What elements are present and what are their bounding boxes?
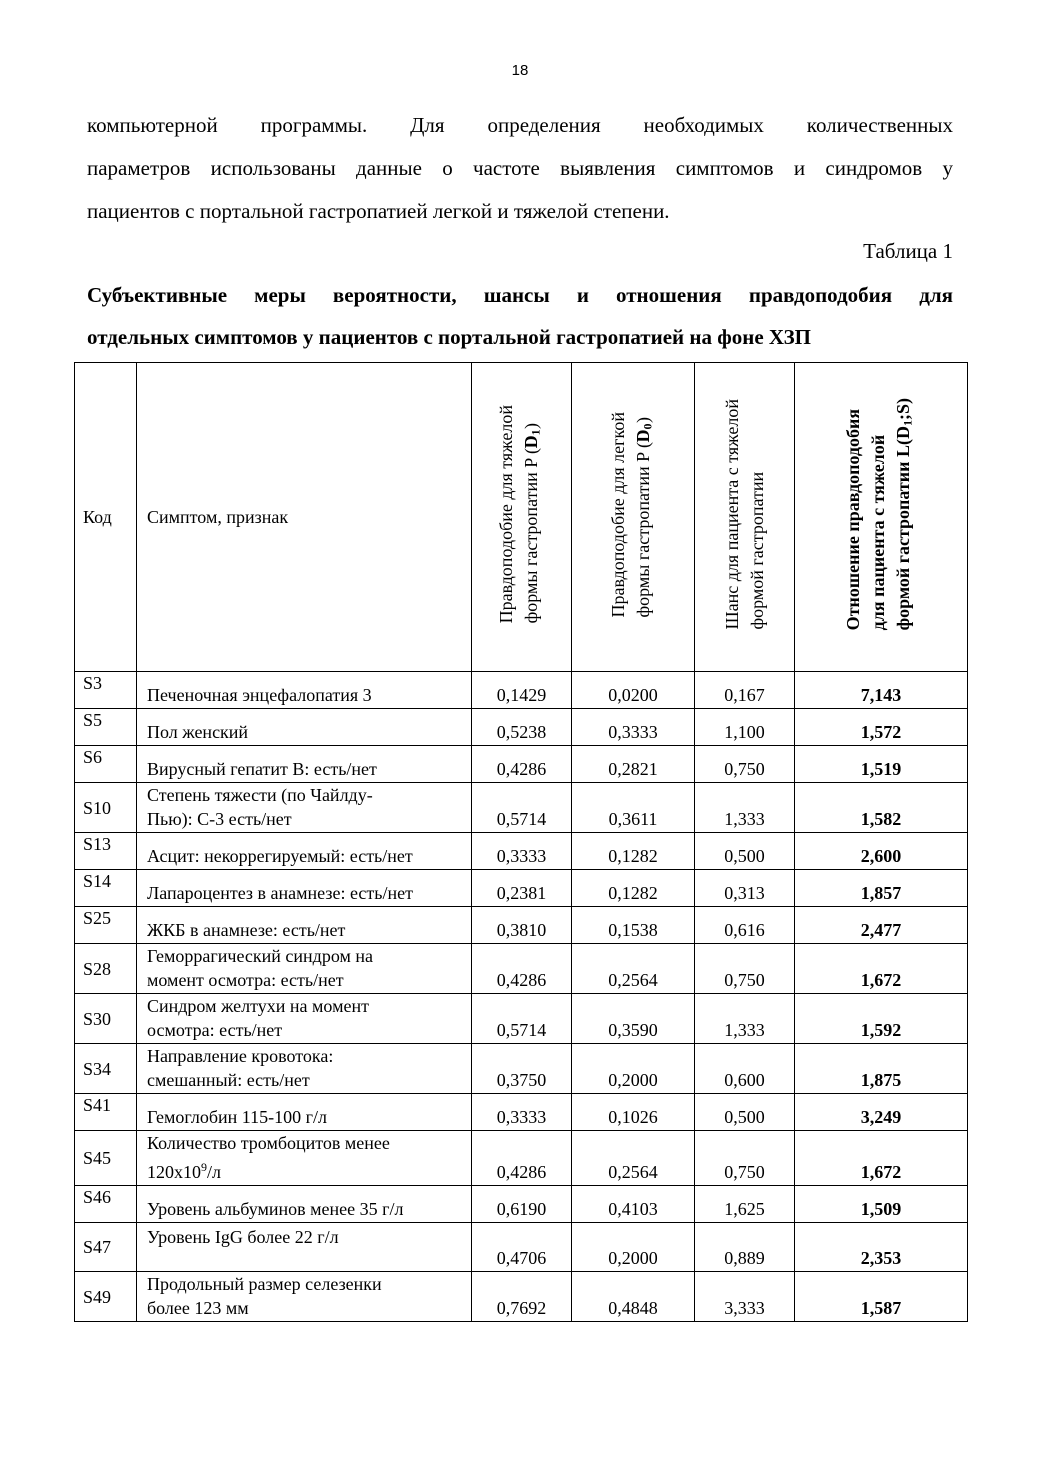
row-p-d0: 0,1282 (572, 833, 695, 870)
row-symptom: Уровень альбуминов менее 35 г/л (137, 1186, 472, 1223)
header-chance (695, 363, 795, 672)
row-code: S34 (75, 1044, 137, 1094)
paragraph-line-2: параметров использованы данные о частоте выявления симптомов и синдромов у (87, 156, 953, 180)
row-chance: 0,616 (695, 907, 795, 944)
row-likelihood-ratio: 3,249 (795, 1094, 968, 1131)
table-row (75, 746, 968, 783)
row-p-d1: 0,5714 (472, 783, 572, 833)
row-p-d0: 0,2000 (572, 1223, 695, 1272)
table-label: Таблица 1 (863, 239, 953, 263)
table-row (75, 1094, 968, 1131)
header-p-d0-line1: Правдоподобие для легкой (607, 411, 628, 618)
row-symptom-line1: Геморрагический синдром на (147, 946, 373, 966)
header-lr-line2: для пациента с тяжелой (868, 435, 889, 631)
row-symptom-line2: Пью): С-3 есть/нет (147, 809, 292, 829)
row-p-d0: 0,4848 (572, 1272, 695, 1322)
row-symptom-line1: Продольный размер селезенки (147, 1274, 382, 1294)
table-header-row (75, 363, 968, 672)
row-p-d1: 0,3333 (472, 833, 572, 870)
row-likelihood-ratio: 1,519 (795, 746, 968, 783)
row-chance: 0,750 (695, 746, 795, 783)
row-code: S45 (75, 1131, 137, 1186)
row-symptom-line1: Направление кровотока: (147, 1046, 334, 1066)
row-p-d1: 0,5238 (472, 709, 572, 746)
header-lr-end: ;S) (893, 398, 914, 421)
row-code: S5 (75, 709, 137, 746)
row-chance: 0,750 (695, 944, 795, 994)
row-likelihood-ratio: 2,353 (795, 1223, 968, 1272)
row-symptom: Лапароцентез в анамнезе: есть/нет (137, 870, 472, 907)
table-title-line-2: отдельных симптомов у пациентов с портальной гастропатией на фоне ХЗП (87, 325, 811, 349)
row-symptom (137, 1044, 472, 1094)
row-symptom: Асцит: некоррегируемый: есть/нет (137, 833, 472, 870)
row-code: S13 (75, 833, 137, 870)
row-chance: 1,625 (695, 1186, 795, 1223)
row-p-d1: 0,4286 (472, 1131, 572, 1186)
row-p-d0: 0,3611 (572, 783, 695, 833)
header-p-d1-sub: 1 (528, 429, 543, 436)
row-code: S41 (75, 1094, 137, 1131)
paragraph-line-3: пациентов с портальной гастропатией легкой и тяжелой степени. (87, 199, 670, 223)
header-lr-sub: 1 (900, 420, 915, 427)
row-code: S10 (75, 783, 137, 833)
row-symptom (137, 783, 472, 833)
header-likelihood-ratio (795, 363, 968, 672)
table-row (75, 994, 968, 1044)
header-lr-line1: Отношение правдоподобия (843, 409, 864, 631)
row-symptom (137, 944, 472, 994)
row-symptom: Печеночная энцефалопатия 3 (137, 672, 472, 709)
row-code: S49 (75, 1272, 137, 1322)
header-p-d1-line2: формы гастропатии P ( (521, 448, 542, 624)
row-p-d1: 0,6190 (472, 1186, 572, 1223)
row-symptom (137, 1131, 472, 1186)
row-p-d0: 0,2564 (572, 1131, 695, 1186)
row-chance: 0,889 (695, 1223, 795, 1272)
header-p-d1: Правдоподобие для тяжелой формы гастропатии P $(D_1)$ (472, 363, 572, 672)
row-chance: 0,600 (695, 1044, 795, 1094)
row-chance: 1,100 (695, 709, 795, 746)
table-row (75, 944, 968, 994)
row-code: S25 (75, 907, 137, 944)
row-p-d1: 0,4706 (472, 1223, 572, 1272)
row-code: S3 (75, 672, 137, 709)
header-p-d0: Правдоподобие для легкой формы гастропатии P $(D_0)$ (572, 363, 695, 672)
header-lr-line3: формой гастропатии L(D (893, 426, 914, 631)
row-p-d0: 0,4103 (572, 1186, 695, 1223)
row-likelihood-ratio: 2,600 (795, 833, 968, 870)
header-p-d0-sub: 0 (640, 422, 655, 429)
row-p-d0: 0,2821 (572, 746, 695, 783)
row-likelihood-ratio: 1,672 (795, 1131, 968, 1186)
row-chance: 0,750 (695, 1131, 795, 1186)
row-symptom: Вирусный гепатит В: есть/нет (137, 746, 472, 783)
row-symptom-line1: Синдром желтухи на момент (147, 996, 369, 1016)
row-p-d1: 0,3333 (472, 1094, 572, 1131)
row-chance: 0,313 (695, 870, 795, 907)
row-likelihood-ratio: 7,143 (795, 672, 968, 709)
row-p-d1: 0,5714 (472, 994, 572, 1044)
paragraph-line-1: компьютерной программы. Для определения необходимых количественных (87, 113, 953, 137)
table-row (75, 833, 968, 870)
table-row (75, 907, 968, 944)
row-p-d0: 0,3590 (572, 994, 695, 1044)
header-p-d1-var: D (521, 435, 542, 449)
row-symptom (137, 994, 472, 1044)
row-p-d0: 0,2000 (572, 1044, 695, 1094)
row-p-d1: 0,7692 (472, 1272, 572, 1322)
row-p-d0: 0,1538 (572, 907, 695, 944)
header-p-d0-line2: формы гастропатии P ( (632, 441, 653, 618)
table-row (75, 672, 968, 709)
row-likelihood-ratio: 1,509 (795, 1186, 968, 1223)
row-symptom-line1: Количество тромбоцитов менее (147, 1133, 390, 1153)
row-code: S28 (75, 944, 137, 994)
header-chance-line2: формой гастропатии (746, 472, 767, 630)
row-chance: 0,500 (695, 833, 795, 870)
row-chance: 0,167 (695, 672, 795, 709)
row-likelihood-ratio: 1,672 (795, 944, 968, 994)
row-chance: 3,333 (695, 1272, 795, 1322)
row-code: S30 (75, 994, 137, 1044)
table-row (75, 870, 968, 907)
table-row (75, 709, 968, 746)
row-likelihood-ratio: 1,857 (795, 870, 968, 907)
table-row (75, 1131, 968, 1186)
row-likelihood-ratio: 2,477 (795, 907, 968, 944)
table-row (75, 1223, 968, 1272)
row-likelihood-ratio: 1,572 (795, 709, 968, 746)
header-p-d0-var: D (632, 428, 653, 442)
row-symptom-line2: более 123 мм (147, 1298, 249, 1318)
row-code: S14 (75, 870, 137, 907)
row-symptom-line2: момент осмотра: есть/нет (147, 970, 344, 990)
table-row (75, 1272, 968, 1322)
row-symptom (137, 1272, 472, 1322)
row-symptom-line2: смешанный: есть/нет (147, 1070, 310, 1090)
row-symptom-exponent: 9 (201, 1160, 207, 1174)
header-code: Код (75, 363, 137, 672)
row-symptom-line1: Степень тяжести (по Чайлду- (147, 785, 373, 805)
header-symptom: Симптом, признак (137, 363, 472, 672)
header-chance-line1: Шанс для пациента с тяжелой (721, 399, 742, 630)
row-symptom: Пол женский (137, 709, 472, 746)
row-p-d0: 0,0200 (572, 672, 695, 709)
row-p-d1: 0,3750 (472, 1044, 572, 1094)
row-p-d1: 0,4286 (472, 746, 572, 783)
table-row (75, 1186, 968, 1223)
row-symptom: Гемоглобин 115-100 г/л (137, 1094, 472, 1131)
table-title-line-1: Субъективные меры вероятности, шансы и отношения правдоподобия для (87, 283, 953, 307)
row-symptom-unit: /л (207, 1162, 221, 1182)
row-p-d1: 0,1429 (472, 672, 572, 709)
row-code: S47 (75, 1223, 137, 1272)
row-p-d0: 0,1282 (572, 870, 695, 907)
row-symptom-line2-base: 120x10 (147, 1162, 201, 1182)
row-likelihood-ratio: 1,875 (795, 1044, 968, 1094)
likelihood-table (74, 362, 968, 1322)
row-p-d0: 0,2564 (572, 944, 695, 994)
row-chance: 1,333 (695, 783, 795, 833)
row-chance: 0,500 (695, 1094, 795, 1131)
row-likelihood-ratio: 1,592 (795, 994, 968, 1044)
row-symptom: ЖКБ в анамнезе: есть/нет (137, 907, 472, 944)
row-p-d1: 0,2381 (472, 870, 572, 907)
table-row (75, 783, 968, 833)
row-code: S6 (75, 746, 137, 783)
row-p-d1: 0,3810 (472, 907, 572, 944)
row-code: S46 (75, 1186, 137, 1223)
row-p-d1: 0,4286 (472, 944, 572, 994)
row-chance: 1,333 (695, 994, 795, 1044)
table-row (75, 1044, 968, 1094)
row-symptom-line2: осмотра: есть/нет (147, 1020, 283, 1040)
page-number: 18 (511, 62, 529, 79)
row-likelihood-ratio: 1,587 (795, 1272, 968, 1322)
row-symptom: Уровень IgG более 22 г/л (137, 1223, 472, 1272)
row-likelihood-ratio: 1,582 (795, 783, 968, 833)
row-p-d0: 0,3333 (572, 709, 695, 746)
header-p-d1-line1: Правдоподобие для тяжелой (496, 405, 517, 624)
row-p-d0: 0,1026 (572, 1094, 695, 1131)
